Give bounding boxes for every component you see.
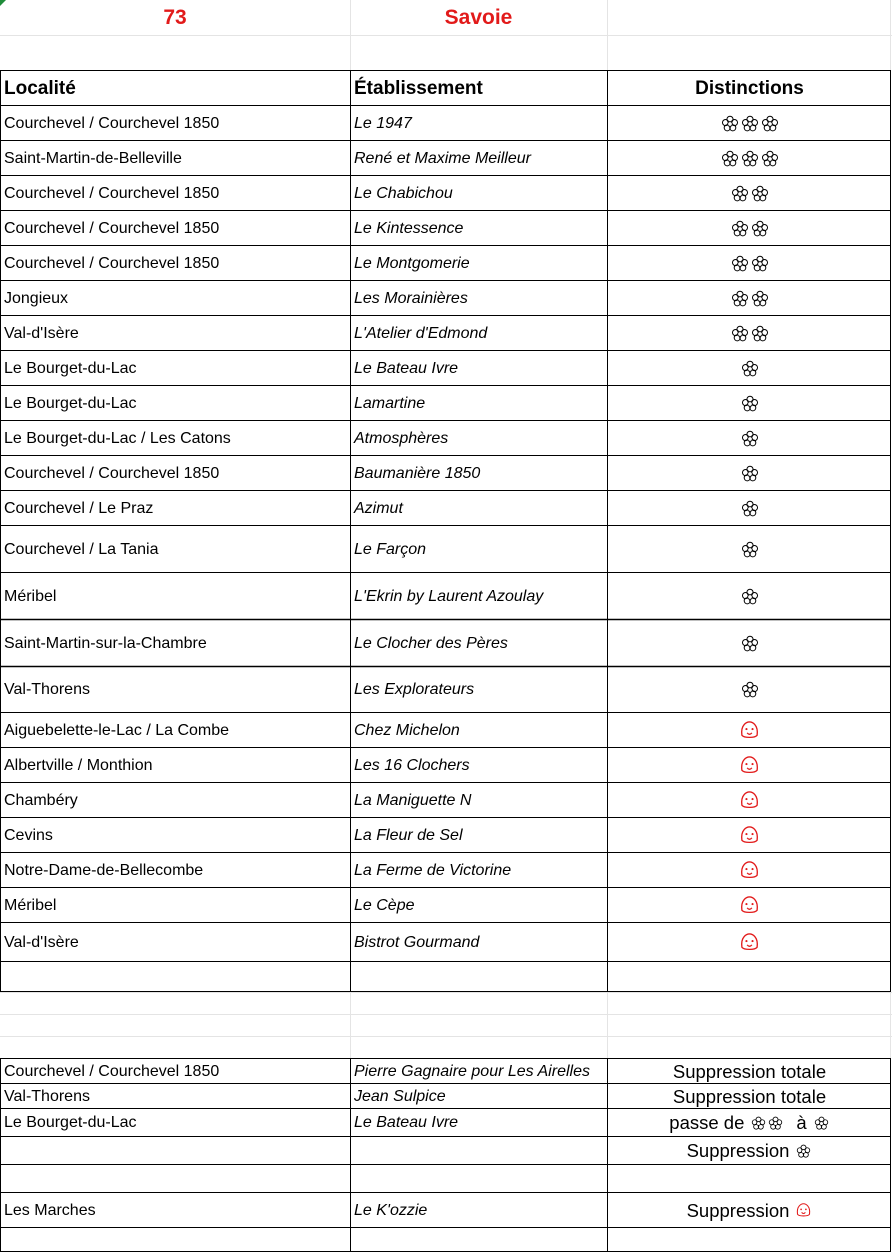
locality-cell[interactable]: Méribel	[4, 896, 57, 914]
change-note[interactable]: Suppression totale	[672, 1085, 827, 1107]
change-note-to: à	[796, 1112, 807, 1133]
stars-icon-group	[740, 541, 760, 559]
table-row	[0, 620, 892, 667]
table-row	[0, 713, 892, 748]
star-icon	[813, 1116, 830, 1131]
establishment-cell[interactable]: Atmosphères	[354, 429, 449, 447]
establishment-cell[interactable]: Lamartine	[354, 394, 426, 412]
locality-cell[interactable]: Méribel	[4, 587, 57, 605]
table-row	[0, 888, 892, 923]
establishment-cell[interactable]: Azimut	[354, 499, 403, 517]
change-note[interactable]	[607, 1193, 892, 1228]
locality-cell[interactable]: Val-d'Isère	[4, 324, 79, 342]
michelin-star-icon	[741, 500, 759, 518]
locality-cell[interactable]: Cevins	[4, 826, 53, 844]
stars-icon-group	[740, 430, 760, 448]
table-row	[0, 421, 892, 456]
establishment-cell[interactable]: Le Montgomerie	[354, 254, 470, 272]
change-establishment[interactable]: Jean Sulpice	[354, 1087, 446, 1105]
distinction-cell[interactable]	[607, 211, 892, 246]
establishment-cell[interactable]: Le Cèpe	[354, 896, 415, 914]
table-row	[0, 456, 892, 491]
stars-icon-group	[740, 681, 760, 699]
locality-cell[interactable]: Courchevel / La Tania	[4, 540, 159, 558]
locality-cell[interactable]: Le Bourget-du-Lac / Les Catons	[4, 429, 231, 447]
establishment-cell[interactable]: La Fleur de Sel	[354, 826, 463, 844]
change-row	[0, 1193, 892, 1228]
distinction-cell[interactable]	[607, 923, 892, 962]
distinction-cell[interactable]	[607, 783, 892, 818]
distinction-cell[interactable]	[607, 106, 892, 141]
locality-cell[interactable]: Chambéry	[4, 791, 78, 809]
header-locality[interactable]: Localité	[4, 77, 76, 99]
bib-gourmand-icon	[740, 756, 759, 775]
table-row	[0, 573, 892, 620]
michelin-star-icon	[731, 290, 749, 308]
distinction-cell[interactable]	[607, 713, 892, 748]
locality-cell[interactable]: Courchevel / Le Praz	[4, 499, 154, 517]
distinction-cell[interactable]	[607, 176, 892, 211]
change-establishment[interactable]: Le K'ozzie	[354, 1201, 428, 1219]
star-icon	[795, 1144, 812, 1159]
locality-cell[interactable]: Le Bourget-du-Lac	[4, 394, 137, 412]
bib-gourmand-icon-group	[739, 721, 760, 740]
distinction-cell[interactable]	[607, 351, 892, 386]
stars-icon-group	[720, 150, 780, 168]
locality-cell[interactable]: Courchevel / Courchevel 1850	[4, 254, 220, 272]
michelin-star-icon	[741, 360, 759, 378]
change-note[interactable]	[607, 1137, 892, 1165]
table-row	[0, 526, 892, 573]
locality-cell[interactable]: Courchevel / Courchevel 1850	[4, 464, 220, 482]
michelin-star-icon	[741, 541, 759, 559]
table-row	[0, 176, 892, 211]
distinction-cell[interactable]	[607, 573, 892, 620]
bib-gourmand-icon-group	[739, 791, 760, 810]
distinction-cell[interactable]	[607, 748, 892, 783]
michelin-star-icon	[751, 325, 769, 343]
change-establishment[interactable]: Le Bateau Ivre	[354, 1114, 459, 1131]
table-row	[0, 211, 892, 246]
distinction-cell[interactable]	[607, 316, 892, 351]
header-distinctions[interactable]: Distinctions	[695, 77, 804, 99]
distinction-cell[interactable]	[607, 386, 892, 421]
establishment-cell[interactable]: Le Clocher des Pères	[354, 634, 508, 652]
michelin-star-icon	[761, 115, 779, 133]
michelin-star-icon	[751, 255, 769, 273]
table-row	[0, 386, 892, 421]
change-establishment[interactable]	[350, 1137, 607, 1165]
bib-gourmand-icon-group	[739, 826, 760, 845]
change-note-text: Suppression	[686, 1199, 790, 1221]
distinction-cell[interactable]	[607, 888, 892, 923]
bib-gourmand-icon-group	[739, 933, 760, 952]
change-row	[0, 1109, 892, 1137]
stars-icon-group	[740, 500, 760, 518]
locality-cell[interactable]: Saint-Martin-sur-la-Chambre	[4, 634, 207, 652]
establishment-cell[interactable]: Le Bateau Ivre	[354, 359, 459, 377]
michelin-star-icon	[751, 220, 769, 238]
establishment-cell[interactable]: Le 1947	[354, 114, 412, 132]
bib-gourmand-icon	[740, 826, 759, 845]
bib-gourmand-icon	[740, 721, 759, 740]
establishment-cell[interactable]: Bistrot Gourmand	[354, 933, 480, 951]
change-note[interactable]	[607, 1109, 892, 1137]
establishment-cell[interactable]: Le Farçon	[354, 540, 427, 558]
department-code[interactable]: 73	[163, 6, 187, 29]
michelin-star-icon	[721, 115, 739, 133]
establishment-cell[interactable]: René et Maxime Meilleur	[354, 149, 531, 167]
table-row	[0, 246, 892, 281]
table-row	[0, 316, 892, 351]
empty-cell[interactable]	[607, 0, 892, 36]
stars-icon-group	[740, 635, 760, 653]
bib-gourmand-icon	[795, 1203, 812, 1218]
locality-cell[interactable]: Saint-Martin-de-Belleville	[4, 149, 182, 167]
establishment-cell[interactable]: Le Kintessence	[354, 219, 464, 237]
bib-gourmand-icon	[740, 791, 759, 810]
stars-icon-group	[740, 360, 760, 378]
establishment-cell[interactable]: La Maniguette N	[354, 791, 472, 809]
michelin-star-icon	[741, 115, 759, 133]
bib-gourmand-icon-group	[739, 756, 760, 775]
michelin-star-icon	[741, 395, 759, 413]
change-note[interactable]	[607, 1165, 892, 1193]
michelin-star-icon	[761, 150, 779, 168]
michelin-star-icon	[751, 290, 769, 308]
locality-cell[interactable]: Notre-Dame-de-Bellecombe	[4, 861, 204, 879]
title-row	[0, 0, 892, 36]
change-locality[interactable]: Val-Thorens	[4, 1087, 90, 1105]
change-row	[0, 1059, 892, 1084]
change-locality[interactable]: Les Marches	[4, 1201, 96, 1219]
header-establishment[interactable]: Établissement	[354, 77, 483, 99]
michelin-star-icon	[731, 220, 749, 238]
bib-gourmand-icon	[740, 933, 759, 952]
michelin-star-icon	[741, 681, 759, 699]
table-row	[0, 748, 892, 783]
table-row	[0, 141, 892, 176]
distinction-cell[interactable]	[607, 853, 892, 888]
distinction-cell[interactable]	[607, 421, 892, 456]
change-row	[0, 1165, 892, 1193]
department-name[interactable]: Savoie	[444, 6, 513, 29]
distinction-cell[interactable]	[607, 246, 892, 281]
table-row	[0, 491, 892, 526]
stars-icon-group	[740, 395, 760, 413]
stars-icon-group	[730, 290, 770, 308]
locality-cell[interactable]: Le Bourget-du-Lac	[4, 359, 137, 377]
michelin-star-icon	[741, 588, 759, 606]
establishment-cell[interactable]: Les 16 Clochers	[354, 756, 470, 774]
stars-icon-group	[740, 588, 760, 606]
establishment-cell[interactable]: L'Ekrin by Laurent Azoulay	[354, 587, 544, 605]
locality-cell[interactable]: Val-Thorens	[4, 681, 90, 698]
stars-icon-group	[730, 185, 770, 203]
table-row	[0, 818, 892, 853]
locality-cell[interactable]: Courchevel / Courchevel 1850	[4, 184, 220, 202]
empty-cell[interactable]	[607, 962, 892, 992]
locality-cell[interactable]: Albertville / Monthion	[4, 756, 153, 774]
change-locality[interactable]	[0, 1165, 350, 1193]
bib-gourmand-icon-group	[739, 896, 760, 915]
stars-icon-group	[740, 465, 760, 483]
change-note-text: Suppression	[686, 1140, 790, 1161]
two-stars-icon	[750, 1116, 784, 1131]
establishment-cell[interactable]: Chez Michelon	[354, 721, 460, 739]
michelin-star-icon	[741, 150, 759, 168]
stars-icon-group	[730, 325, 770, 343]
establishment-cell[interactable]: Le Chabichou	[354, 184, 453, 202]
locality-cell[interactable]: Aiguebelette-le-Lac / La Combe	[4, 721, 230, 739]
distinction-cell[interactable]	[607, 456, 892, 491]
empty-cell[interactable]	[0, 962, 350, 992]
bib-gourmand-icon-group	[739, 861, 760, 880]
bib-gourmand-icon	[740, 861, 759, 880]
change-note[interactable]: Suppression totale	[672, 1060, 827, 1082]
locality-cell[interactable]: Courchevel / Courchevel 1850	[4, 219, 220, 237]
change-locality[interactable]: Le Bourget-du-Lac	[4, 1114, 137, 1131]
locality-cell[interactable]: Val-d'Isère	[4, 933, 79, 951]
distinction-cell[interactable]	[607, 141, 892, 176]
michelin-star-icon	[741, 430, 759, 448]
bib-gourmand-icon	[740, 896, 759, 915]
establishment-cell[interactable]: Baumanière 1850	[354, 464, 481, 482]
table-row	[0, 667, 892, 713]
michelin-star-icon	[751, 185, 769, 203]
table-row	[0, 783, 892, 818]
distinction-cell[interactable]	[607, 620, 892, 667]
michelin-star-icon	[721, 150, 739, 168]
michelin-star-icon	[731, 325, 749, 343]
establishment-cell[interactable]: Les Explorateurs	[354, 681, 475, 698]
stars-icon-group	[730, 220, 770, 238]
stars-icon-group	[730, 255, 770, 273]
michelin-star-icon	[731, 185, 749, 203]
distinction-cell[interactable]	[607, 281, 892, 316]
distinction-cell[interactable]	[607, 667, 892, 713]
change-locality[interactable]: Courchevel / Courchevel 1850	[4, 1062, 220, 1080]
empty-row	[0, 962, 892, 992]
change-establishment[interactable]	[350, 1165, 607, 1193]
establishment-cell[interactable]: La Ferme de Victorine	[354, 861, 512, 879]
table-row	[0, 106, 892, 141]
michelin-star-icon	[731, 255, 749, 273]
michelin-star-icon	[741, 465, 759, 483]
locality-cell[interactable]: Jongieux	[4, 289, 69, 307]
locality-cell[interactable]: Courchevel / Courchevel 1850	[4, 114, 220, 132]
distinction-cell[interactable]	[607, 818, 892, 853]
distinction-cell[interactable]	[607, 491, 892, 526]
empty-cell[interactable]	[350, 962, 607, 992]
establishment-cell[interactable]: Les Morainières	[354, 289, 468, 307]
table-row	[0, 281, 892, 316]
change-establishment[interactable]: Pierre Gagnaire pour Les Airelles	[354, 1062, 590, 1080]
table-row	[0, 923, 892, 962]
change-row	[0, 1137, 892, 1165]
change-locality[interactable]	[0, 1137, 350, 1165]
michelin-star-icon	[741, 635, 759, 653]
column-header-row	[0, 71, 892, 106]
table-row	[0, 853, 892, 888]
change-row	[0, 1084, 892, 1109]
distinction-cell[interactable]	[607, 526, 892, 573]
table-row	[0, 351, 892, 386]
establishment-cell[interactable]: L'Atelier d'Edmond	[354, 324, 488, 342]
change-note-prefix: passe de	[669, 1112, 745, 1133]
stars-icon-group	[720, 115, 780, 133]
